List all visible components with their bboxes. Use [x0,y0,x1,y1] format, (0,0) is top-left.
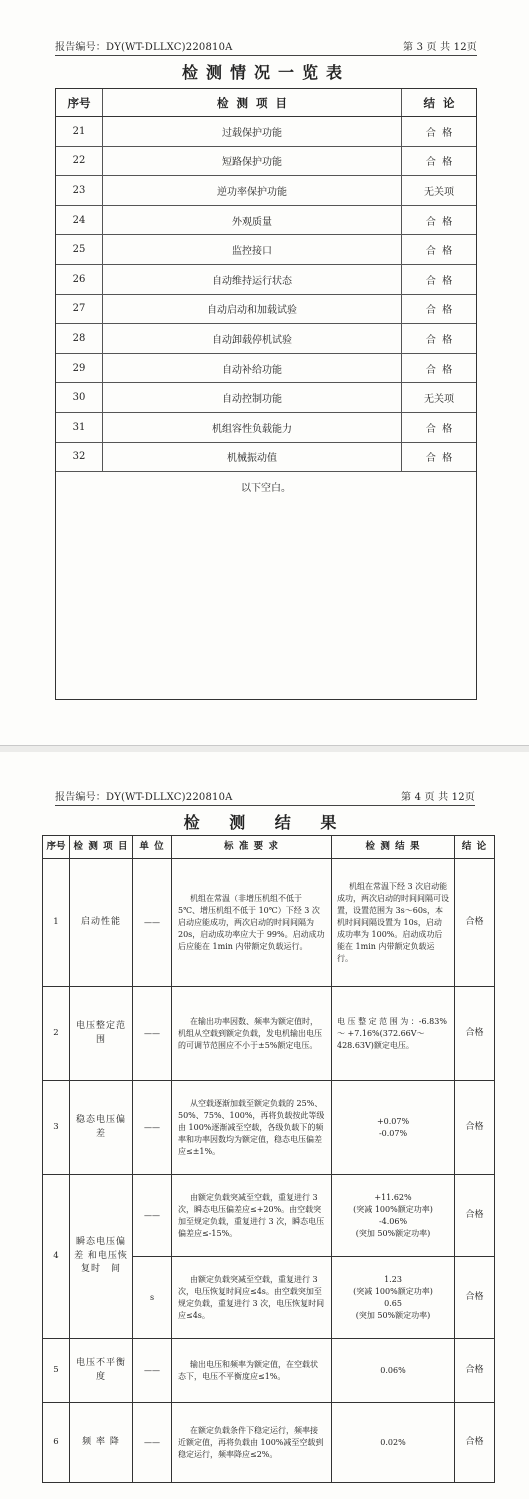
row-no: 25 [56,235,103,264]
table-row [43,1175,495,1257]
row-no: 1 [43,859,70,987]
table-header-row [43,836,495,859]
table-row [56,443,476,473]
row-requirement: 在额定负载条件下稳定运行，频率接近额定值，再将负载由 100%减至空载到稳定运行，频率降应≤2%。 [172,1403,332,1483]
report-number: 报告编号：DY(WT-DLLXC)220810A [55,792,233,803]
row-no: 26 [56,265,103,294]
table-row [43,1081,495,1175]
row-no: 2 [43,987,70,1081]
row-no: 5 [43,1339,70,1403]
row-result: 1.23 (突减 100%额定功率) 0.65 (突加 50%额定功率) [332,1257,455,1339]
table-row [43,987,495,1081]
row-item: 过载保护功能 [103,117,402,146]
header-result: 结 论 [423,95,455,110]
row-result: 合 格 [425,157,453,169]
row-result: 合 格 [425,127,453,139]
row-item: 频 率 降 [70,1403,133,1483]
row-conclusion: 合格 [455,1081,495,1175]
page-number: 第 3 页 共 12页 [402,42,477,53]
table-row [56,383,476,413]
row-unit: —— [133,1403,172,1483]
page-title: 检 测 结 果 [183,813,349,832]
table-row [56,176,476,206]
row-result: 电 压 整 定 范 围 为 ：-6.83% ～ +7.16%(372.66V～428.63V)额定电压。 [332,987,455,1081]
row-no: 3 [43,1081,70,1175]
row-result: +11.62% (突减 100%额定功率) -4.06% (突加 50%额定功率) [332,1175,455,1257]
row-conclusion: 合格 [455,1175,495,1257]
row-no: 22 [56,147,103,176]
row-result: 无关项 [424,394,454,406]
header-unit: 单 位 [133,836,172,859]
page-header [55,788,475,806]
header-requirement: 标 准 要 求 [172,836,332,859]
row-result: 合 格 [425,453,453,465]
row-requirement: 由额定负载突减至空载，重复进行 3 次，瞬态电压偏差应≤+20%。由空载突加至规定负载，重复进行 3 次，瞬态电压偏差应≤-15%。 [172,1175,332,1257]
row-conclusion: 合格 [455,987,495,1081]
table-row [56,117,476,147]
row-result: 合 格 [425,216,453,228]
row-conclusion: 合格 [455,859,495,987]
row-item: 外观质量 [103,206,402,235]
report-number: 报告编号：DY(WT-DLLXC)220810A [55,42,233,53]
row-item: 逆功率保护功能 [103,176,402,205]
table-row [43,1403,495,1483]
row-unit: —— [133,859,172,987]
row-result: 0.06% [332,1339,455,1403]
row-item: 自动维持运行状态 [103,265,402,294]
report-page-3 [0,0,529,745]
row-unit: —— [133,1175,172,1257]
row-item: 自动启动和加载试验 [103,295,402,324]
row-result: 合 格 [425,334,453,346]
header-conclusion: 结 论 [455,836,495,859]
row-item: 自动卸载停机试验 [103,324,402,353]
row-result: 合 格 [425,305,453,317]
header-item: 检 测 项 目 [70,836,133,859]
row-requirement: 输出电压和频率为额定值，在空载状态下，电压不平衡度应≤1%。 [172,1339,332,1403]
table-row [56,295,476,325]
row-requirement: 在输出功率因数、频率为额定值时，机组从空载到额定负载，发电机输出电压的可调节范围应不小于±5%额定电压。 [172,987,332,1081]
table-row [56,413,476,443]
row-requirement: 从空载逐渐加载至额定负载的 25%、50%、75%、100%，再将负载按此等级由 100%逐渐减至空载，各级负载下的频率和功率因数均为额定值，稳态电压偏差应≤±1%。 [172,1081,332,1175]
page-header [55,38,477,56]
overview-table [55,88,477,700]
row-no: 31 [56,413,103,442]
row-unit: —— [133,1339,172,1403]
table-row [56,206,476,236]
table-header-row [56,89,476,117]
row-item: 机械振动值 [103,443,402,472]
row-conclusion: 合格 [455,1339,495,1403]
row-result: 无关项 [424,186,454,198]
row-item: 瞬态电压偏 差 和电压恢复时 间 [70,1175,133,1339]
table-row [43,859,495,987]
row-no: 21 [56,117,103,146]
row-item: 短路保护功能 [103,147,402,176]
row-item: 监控接口 [103,235,402,264]
row-item: 机组容性负载能力 [103,413,402,442]
row-no: 30 [56,383,103,412]
table-row [56,147,476,177]
row-no: 32 [56,443,103,472]
row-requirement: 机组在常温（非增压机组不低于 5℃、增压机组不低于 10℃）下经 3 次启动应能成功，两次启动的时间间隔为 20s，启动成功率应大于 99%。启动成功后应能在 1min 内带额定负载运行。 [172,859,332,987]
page-title: 检测情况一览表 [181,63,350,82]
row-result: 合 格 [425,423,453,435]
row-result: +0.07% -0.07% [332,1081,455,1175]
table-row [56,354,476,384]
row-no: 23 [56,176,103,205]
row-result: 合 格 [425,246,453,258]
row-conclusion: 合格 [455,1257,495,1339]
row-item: 启动性能 [70,859,133,987]
row-no: 24 [56,206,103,235]
page-number: 第 4 页 共 12页 [400,792,475,803]
row-item: 电压整定范 围 [70,987,133,1081]
row-no: 29 [56,354,103,383]
row-unit: s [133,1257,172,1339]
table-row [56,265,476,295]
row-no: 4 [43,1175,70,1339]
blank-note: 以下空白。 [241,483,291,495]
row-unit: —— [133,1081,172,1175]
row-conclusion: 合格 [455,1403,495,1483]
header-no: 序号 [43,836,70,859]
results-table [42,835,495,1483]
header-result: 检 测 结 果 [332,836,455,859]
row-result: 0.02% [332,1403,455,1483]
header-no: 序号 [56,89,103,116]
table-row [43,1339,495,1403]
row-requirement: 由额定负载突减至空载，重复进行 3 次，电压恢复时间应≤4s。由空载突加至规定负载，重复进行 3 次，电压恢复时间应≤4s。 [172,1257,332,1339]
row-no: 6 [43,1403,70,1483]
row-unit: —— [133,987,172,1081]
row-no: 28 [56,324,103,353]
row-item: 电压不平衡 度 [70,1339,133,1403]
row-item: 稳态电压偏 差 [70,1081,133,1175]
row-item: 自动补给功能 [103,354,402,383]
table-row [56,235,476,265]
row-result: 机组在常温下经 3 次启动能成功，两次启动的时间间隔可设置，设置范围为 3s～60s，本机时间间隔设置为 10s，启动成功率为 100%。启动成功后能在 1min 内带额定负载运行。 [332,859,455,987]
row-item: 自动控制功能 [103,383,402,412]
table-row [56,324,476,354]
row-no: 27 [56,295,103,324]
row-result: 合 格 [425,364,453,376]
header-item: 检 测 项 目 [103,89,402,116]
row-result: 合 格 [425,275,453,287]
